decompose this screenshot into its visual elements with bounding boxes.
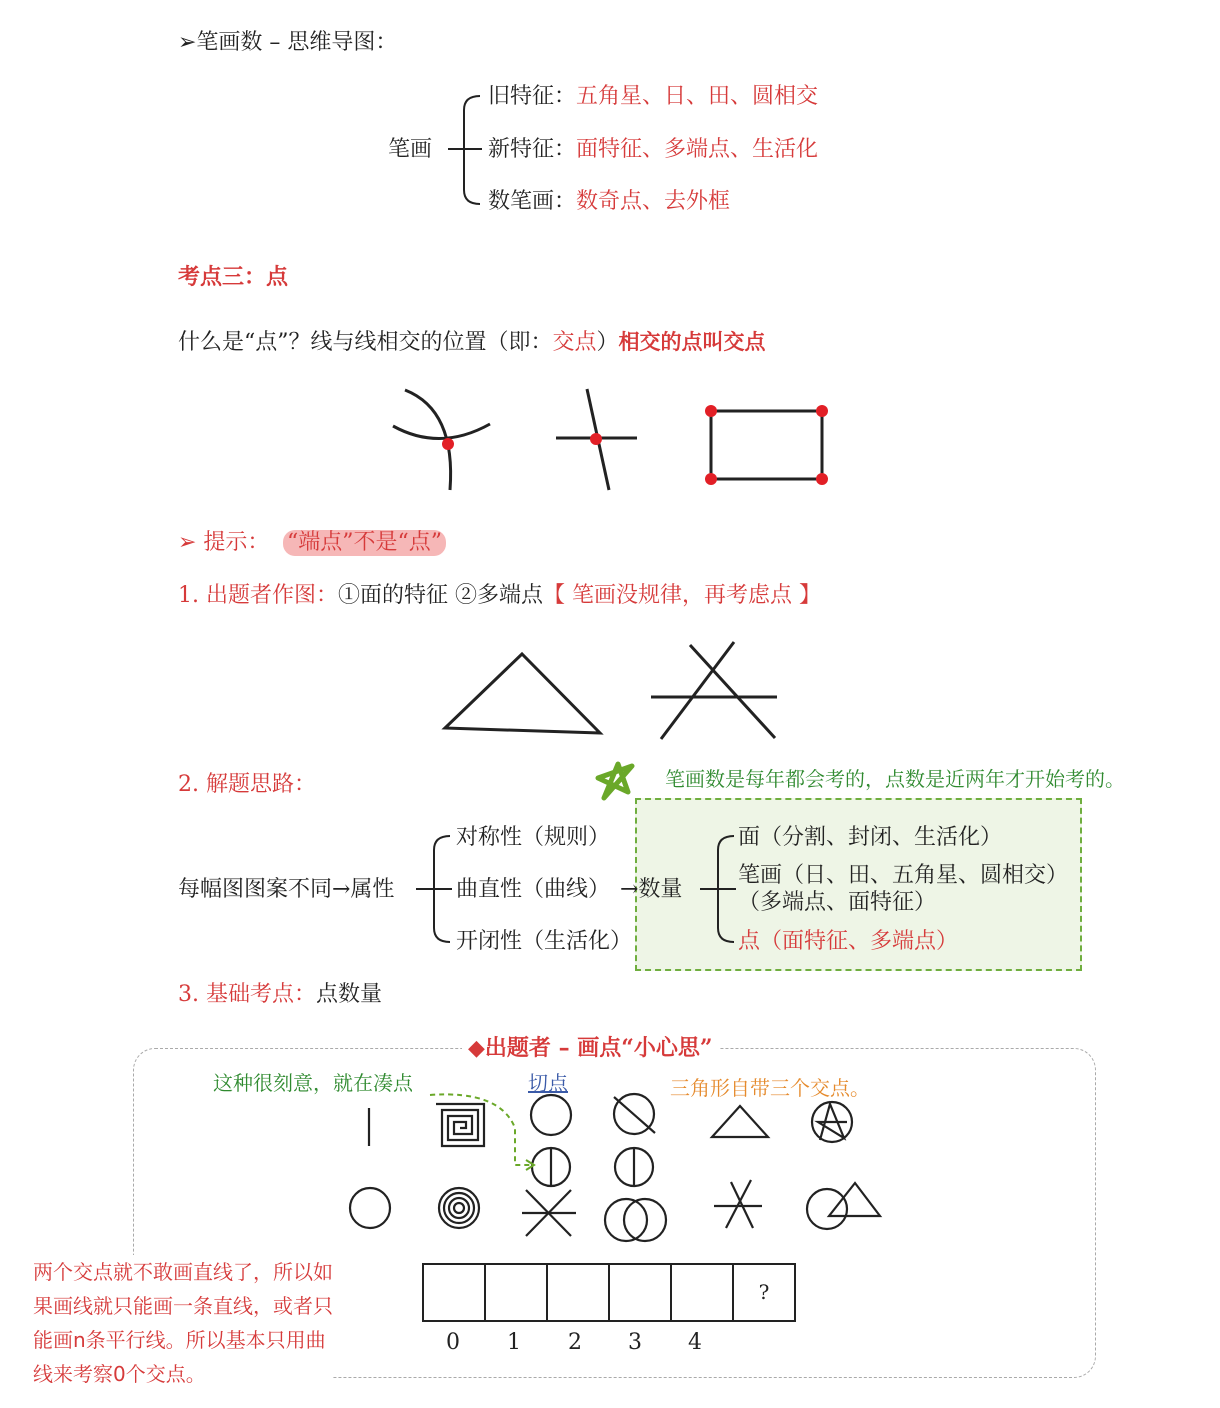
mindmap-row-3: 数笔画：数奇点、去外框 xyxy=(488,189,731,214)
item-3: 3. 基础考点：点数量 xyxy=(178,982,382,1007)
hint-label: ➢ 提示： xyxy=(178,530,270,555)
grid-number-0: 0 xyxy=(446,1330,460,1355)
circle-with-radius-figure xyxy=(532,1148,570,1186)
mm-qty-1: 面（分割、封闭、生活化） xyxy=(738,825,1003,850)
circle-figure xyxy=(531,1095,571,1135)
triangle-small-figure xyxy=(712,1106,768,1137)
grid-cell xyxy=(670,1263,732,1322)
crossed-lines-figure xyxy=(714,1180,762,1228)
mm-qty-2: 笔画（日、田、五角星、圆相交） xyxy=(738,863,1069,888)
overlapping-circles-figure xyxy=(605,1199,666,1241)
mindmap-row-1: 旧特征：五角星、日、田、圆相交 xyxy=(488,84,819,109)
grid-cell xyxy=(546,1263,608,1322)
grid-number-4: 4 xyxy=(688,1330,702,1355)
grid-number-3: 3 xyxy=(628,1330,642,1355)
grid-cell xyxy=(422,1263,484,1322)
concentric-circles-figure xyxy=(439,1188,479,1228)
mm-quantity: →数量 xyxy=(620,877,683,902)
point-definition: 什么是“点”？线与线相交的位置（即：交点）相交的点叫交点 xyxy=(178,330,766,355)
note-triangle: 三角形自带三个交点。 xyxy=(670,1076,870,1100)
mm-root: 每幅图图案不同→属性 xyxy=(178,877,395,902)
grid-cell-question: ? xyxy=(732,1263,796,1322)
mindmap-row-2: 新特征：面特征、多端点、生活化 xyxy=(488,137,819,162)
section-title: 考点三：点 xyxy=(178,264,289,290)
circle-with-star-figure xyxy=(812,1102,852,1142)
note-green: 笔画数是每年都会考的，点数是近两年才开始考的。 xyxy=(665,767,1125,791)
label-tangent: 切点 xyxy=(528,1071,568,1095)
mm-qty-2b: （多端点、面特征） xyxy=(738,890,937,915)
section-heading: ➢笔画数 – 思维导图： xyxy=(178,30,398,55)
mindmap-root: 笔画 xyxy=(388,137,433,162)
grid-cell xyxy=(608,1263,670,1322)
circle-triangle-figure xyxy=(807,1183,880,1229)
mm-attr-3: 开闭性（生活化） xyxy=(456,929,633,954)
grid-cell xyxy=(484,1263,546,1322)
mm-attr-1: 对称性（规则） xyxy=(456,825,611,850)
mm-attr-2: 曲直性（曲线） xyxy=(456,877,611,902)
tricks-box-title: ◆出题者 – 画点“小心思” xyxy=(462,1035,719,1061)
asterisk-lines-figure xyxy=(522,1190,576,1236)
note-deliberate: 这种很刻意，就在凑点 xyxy=(213,1071,413,1095)
hint-highlight: “端点”不是“点” xyxy=(283,530,446,556)
circle-with-diameter-figure xyxy=(615,1148,653,1186)
item-1: 1. 出题者作图：①面的特征 ②多端点【 笔画没规律，再考虑点 】 xyxy=(178,583,821,608)
grid-number-1: 1 xyxy=(507,1330,521,1355)
spiral-square-figure xyxy=(436,1104,484,1146)
grid-number-2: 2 xyxy=(568,1330,582,1355)
plain-circle-figure xyxy=(350,1188,390,1228)
note-bottom: 两个交点就不敢画直线了，所以如 果画线就只能画一条直线，或者只 能画n条平行线。所以基本只用曲 线来考察0个交点。 xyxy=(33,1255,333,1391)
count-grid xyxy=(422,1263,796,1322)
item-2: 2. 解题思路： xyxy=(178,772,316,797)
mm-qty-3: 点（面特征、多端点） xyxy=(738,929,959,954)
circle-with-chord-figure xyxy=(614,1094,655,1134)
